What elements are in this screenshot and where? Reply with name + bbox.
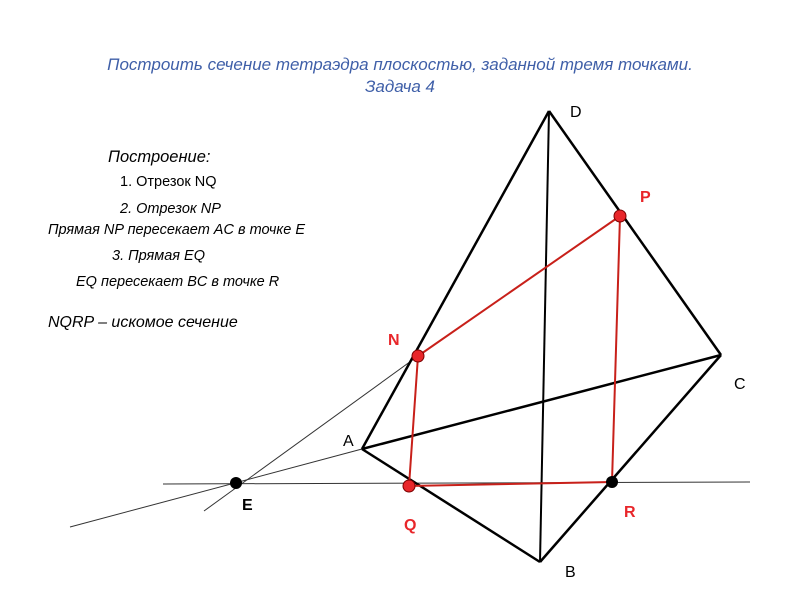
construction-step-3-note: EQ пересекает BC в точке R [76, 274, 280, 290]
construction-result: NQRP – искомое сечение [48, 314, 238, 331]
point-e [230, 477, 242, 489]
construction-step-2: 2. Отрезок NP [120, 201, 221, 217]
label-b: B [565, 564, 576, 581]
label-p: P [640, 189, 651, 206]
construction-step-3: 3. Прямая EQ [112, 248, 206, 264]
aux-line-eq [163, 482, 750, 484]
title-line-2: Задача 4 [364, 77, 436, 96]
label-a: A [343, 433, 354, 450]
label-n: N [388, 332, 400, 349]
aux-line-ea [70, 449, 362, 527]
title-line-1: Построить сечение тетраэдра плоскостью, заданной тремя точками. [107, 55, 693, 74]
edge-dc [549, 111, 721, 355]
point-n [412, 350, 424, 362]
label-r: R [624, 504, 636, 521]
construction-step-2-note: Прямая NP пересекает AC в точке E [48, 222, 306, 238]
point-q [403, 480, 415, 492]
label-e: E [242, 497, 253, 514]
edge-cb [540, 355, 721, 562]
edge-ac [362, 355, 721, 449]
point-p [614, 210, 626, 222]
edge-ad [362, 111, 549, 449]
label-d: D [570, 104, 582, 121]
label-c: C [734, 376, 746, 393]
section-nqrp [409, 216, 620, 486]
label-q: Q [404, 517, 417, 534]
construction-header: Построение: [108, 148, 211, 166]
edge-ab [362, 449, 540, 562]
edge-db [540, 111, 549, 562]
point-r [606, 476, 618, 488]
construction-step-1: 1. Отрезок NQ [120, 174, 217, 190]
